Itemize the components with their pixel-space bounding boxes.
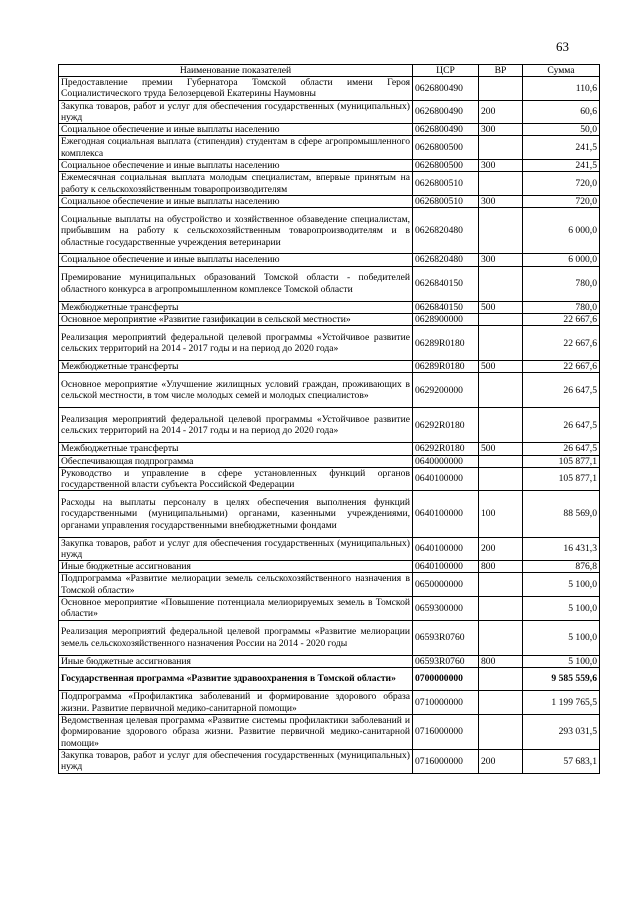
row-vr [479,667,523,691]
row-vr: 100 [479,491,523,537]
table-row [59,195,600,207]
row-name: Реализация мероприятий федеральной целевой программы «Устойчивое развитие сельских территорий на 2014 - 2017 годы и на период до 2020 года» [59,326,413,361]
row-vr [479,208,523,254]
row-name: Межбюджетные трансферты [59,301,413,313]
row-name: Руководство и управление в сфере установленных функций органов государственной власти субъекта Российской Федерации [59,467,413,491]
row-sum: 26 647,5 [523,443,600,455]
header-csr: ЦСР [413,65,479,77]
row-csr: 06593R0760 [413,655,479,667]
row-vr [479,373,523,408]
table-row [59,124,600,136]
row-name: Подпрограмма «Развитие мелиорации земель сельскохозяйственного назначения в Томской области» [59,573,413,597]
table-row [59,455,600,467]
row-sum: 110,6 [523,77,600,101]
row-vr: 800 [479,561,523,573]
table-row [59,467,600,491]
table-row [59,361,600,373]
row-vr [479,597,523,621]
row-csr: 0626840150 [413,301,479,313]
row-vr: 500 [479,301,523,313]
row-name: Социальное обеспечение и иные выплаты населению [59,160,413,172]
row-csr: 0716000000 [413,715,479,750]
header-name: Наименование показателей [59,65,413,77]
row-name: Закупка товаров, работ и услуг для обеспечения государственных (муниципальных) нужд [59,100,413,124]
row-vr [479,467,523,491]
row-sum: 22 667,6 [523,313,600,325]
row-name: Премирование муниципальных образований Томской области - победителей областного конкурса в агропромышленном комплексе Томской области [59,266,413,301]
row-sum: 5 100,0 [523,597,600,621]
row-csr: 0626800510 [413,172,479,196]
row-csr: 0626800510 [413,195,479,207]
row-sum: 16 431,3 [523,537,600,561]
row-csr: 0640100000 [413,561,479,573]
row-csr: 0700000000 [413,667,479,691]
row-sum: 5 100,0 [523,620,600,655]
table-row [59,77,600,101]
row-csr: 0626800500 [413,136,479,160]
row-sum: 88 569,0 [523,491,600,537]
table-row [59,301,600,313]
row-vr [479,691,523,715]
row-csr: 0626800490 [413,77,479,101]
row-csr: 0659300000 [413,597,479,621]
page-number: 63 [556,39,569,54]
row-csr: 06292R0180 [413,408,479,443]
row-vr [479,266,523,301]
row-vr: 300 [479,160,523,172]
row-sum: 780,0 [523,301,600,313]
row-csr: 0626820480 [413,254,479,266]
table-row [59,491,600,537]
table-row [59,326,600,361]
row-name: Основное мероприятие «Повышение потенциала мелиорируемых земель в Томской области» [59,597,413,621]
row-name: Реализация мероприятий федеральной целевой программы «Устойчивое развитие сельских территорий на 2014 - 2017 годы и на период до 2020 года» [59,408,413,443]
row-vr: 300 [479,254,523,266]
row-vr: 200 [479,749,523,773]
row-vr [479,408,523,443]
row-name: Основное мероприятие «Развитие газификации в сельской местности» [59,313,413,325]
table-row [59,715,600,750]
row-csr: 0640000000 [413,455,479,467]
table-row [59,620,600,655]
row-name: Социальные выплаты на обустройство и хозяйственное обзаведение специалистам, прибывшим на работу к сельскохозяйственным товаропроизводителям и в областные государственные учреждения ветеринарии [59,208,413,254]
row-csr: 0626800500 [413,160,479,172]
row-csr: 06292R0180 [413,443,479,455]
row-sum: 22 667,6 [523,326,600,361]
row-sum: 5 100,0 [523,655,600,667]
row-vr [479,136,523,160]
row-csr: 06593R0760 [413,620,479,655]
table-row [59,373,600,408]
row-name: Социальное обеспечение и иные выплаты населению [59,254,413,266]
table-row [59,667,600,691]
header-vr: ВР [479,65,523,77]
row-csr: 0628900000 [413,313,479,325]
row-name: Иные бюджетные ассигнования [59,561,413,573]
row-sum: 22 667,6 [523,361,600,373]
row-sum: 6 000,0 [523,208,600,254]
row-vr: 200 [479,537,523,561]
row-csr: 0650000000 [413,573,479,597]
row-sum: 241,5 [523,160,600,172]
row-csr: 0640100000 [413,467,479,491]
row-sum: 293 031,5 [523,715,600,750]
row-csr: 0716000000 [413,749,479,773]
row-name: Социальное обеспечение и иные выплаты населению [59,124,413,136]
row-csr: 0629200000 [413,373,479,408]
row-csr: 0626800490 [413,100,479,124]
table-row [59,597,600,621]
row-name: Закупка товаров, работ и услуг для обеспечения государственных (муниципальных) нужд [59,537,413,561]
table-row [59,208,600,254]
row-name: Иные бюджетные ассигнования [59,655,413,667]
row-vr [479,313,523,325]
row-name: Межбюджетные трансферты [59,443,413,455]
table-row [59,160,600,172]
row-vr [479,455,523,467]
row-vr: 800 [479,655,523,667]
table-row [59,443,600,455]
budget-table [58,64,600,774]
row-sum: 105 877,1 [523,467,600,491]
table-row [59,749,600,773]
row-vr: 500 [479,361,523,373]
row-sum: 50,0 [523,124,600,136]
row-csr: 0710000000 [413,691,479,715]
table-row [59,537,600,561]
row-vr [479,326,523,361]
row-name: Подпрограмма «Профилактика заболеваний и формирование здорового образа жизни. Развитие первичной медико-санитарной помощи» [59,691,413,715]
table-row [59,313,600,325]
row-name: Государственная программа «Развитие здравоохранения в Томской области» [59,667,413,691]
table-row [59,254,600,266]
row-sum: 9 585 559,6 [523,667,600,691]
row-name: Ежегодная социальная выплата (стипендия) студентам в сфере агропромышленного комплекса [59,136,413,160]
header-sum: Сумма [523,65,600,77]
row-sum: 720,0 [523,195,600,207]
row-csr: 0640100000 [413,537,479,561]
row-csr: 0626800490 [413,124,479,136]
table-row [59,408,600,443]
row-csr: 0626820480 [413,208,479,254]
row-sum: 57 683,1 [523,749,600,773]
row-vr: 300 [479,124,523,136]
row-name: Основное мероприятие «Улучшение жилищных условий граждан, проживающих в сельской местности, в том числе молодых семей и молодых специалистов» [59,373,413,408]
row-sum: 105 877,1 [523,455,600,467]
row-sum: 6 000,0 [523,254,600,266]
row-vr [479,620,523,655]
row-vr [479,573,523,597]
table-row [59,136,600,160]
row-sum: 241,5 [523,136,600,160]
row-sum: 780,0 [523,266,600,301]
row-sum: 720,0 [523,172,600,196]
row-vr [479,715,523,750]
table-header-row [59,65,600,77]
row-csr: 0626840150 [413,266,479,301]
table-row [59,266,600,301]
row-csr: 06289R0180 [413,326,479,361]
row-name: Социальное обеспечение и иные выплаты населению [59,195,413,207]
row-sum: 26 647,5 [523,373,600,408]
row-vr [479,77,523,101]
row-vr [479,172,523,196]
row-name: Реализация мероприятий федеральной целевой программы «Развитие мелиорации земель сельскохозяйственного назначения России на 2014 - 2020 годы [59,620,413,655]
table-row [59,655,600,667]
table-row [59,172,600,196]
row-vr: 200 [479,100,523,124]
row-name: Закупка товаров, работ и услуг для обеспечения государственных (муниципальных) нужд [59,749,413,773]
row-name: Обеспечивающая подпрограмма [59,455,413,467]
table-row [59,691,600,715]
row-name: Расходы на выплаты персоналу в целях обеспечения выполнения функций государственными (муниципальными) органами, казенными учреждениями, органами управления государственными внебюджетными фондами [59,491,413,537]
row-csr: 06289R0180 [413,361,479,373]
row-sum: 26 647,5 [523,408,600,443]
row-name: Ведомственная целевая программа «Развитие системы профилактики заболеваний и формирование здорового образа жизни. Развитие первичной медико-санитарной помощи» [59,715,413,750]
row-vr: 500 [479,443,523,455]
row-csr: 0640100000 [413,491,479,537]
row-sum: 876,8 [523,561,600,573]
table-row [59,561,600,573]
row-sum: 5 100,0 [523,573,600,597]
row-name: Предоставление премии Губернатора Томской области имени Героя Социалистического труда Белозерцевой Екатерины Наумовны [59,77,413,101]
table-row [59,573,600,597]
row-name: Межбюджетные трансферты [59,361,413,373]
table-row [59,100,600,124]
row-name: Ежемесячная социальная выплата молодым специалистам, впервые принятым на работу к сельскохозяйственным товаропроизводителям [59,172,413,196]
row-sum: 1 199 765,5 [523,691,600,715]
row-vr: 300 [479,195,523,207]
row-sum: 60,6 [523,100,600,124]
